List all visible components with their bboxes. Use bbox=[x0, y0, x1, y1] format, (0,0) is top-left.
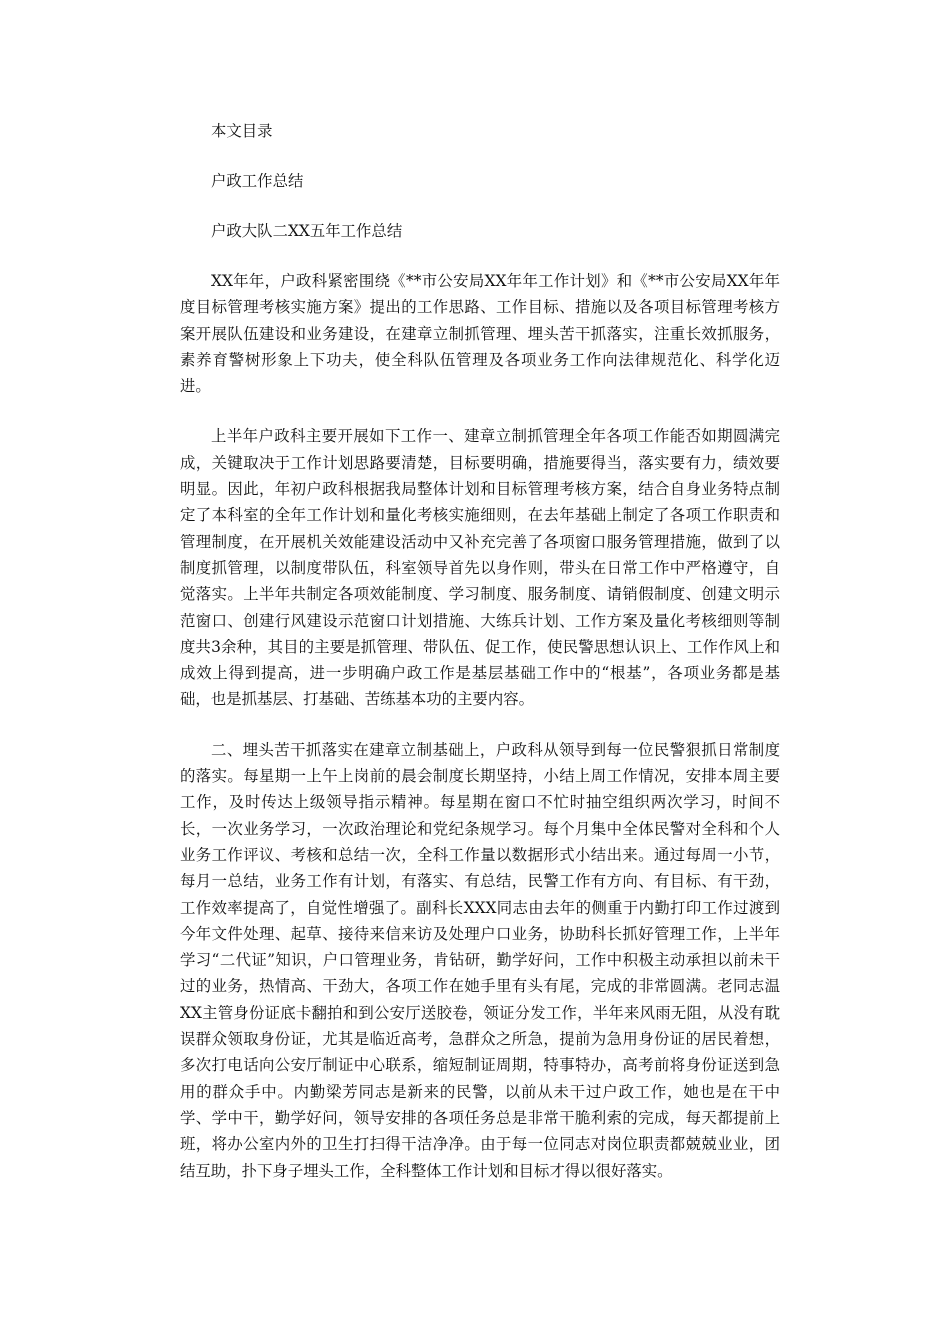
paragraph: XX年年，户政科紧密围绕《**市公安局XX年年工作计划》和《**市公安局XX年年度目标管理考核实施方案》提出的工作思路、工作目标、措施以及各项目标管理考核方案开展队伍建设和业务建设，在建章立制抓管理、埋头苦干抓落实，注重长效抓服务，素养育警树形象上下功夫，使全科队伍管理及各项业务工作向法律规范化、科学化迈进。 bbox=[180, 272, 780, 396]
toc-item: 户政工作总结 bbox=[211, 172, 304, 190]
document-body bbox=[180, 118, 780, 1208]
toc-item: 户政大队二XX五年工作总结 bbox=[211, 222, 403, 240]
paragraph: 二、埋头苦干抓落实在建章立制基础上，户政科从领导到每一位民警狠抓日常制度的落实。每星期一上午上岗前的晨会制度长期坚持，小结上周工作情况，安排本周主要工作，及时传达上级领导指示精神。每星期在窗口不忙时抽空组织两次学习，时间不长，一次业务学习，一次政治理论和党纪条规学习。每个月集中全体民警对全科和个人业务工作评议、考核和总结一次，全科工作量以数据形式小结出来。通过每周一小节，每月一总结，业务工作有计划，有落实、有总结，民警工作有方向、有目标、有干劲，工作效率提高了，自觉性增强了。副科长XXX同志由去年的侧重于内勤打印工作过渡到今年文件处理、起草、接待来信来访及处理户口业务，协助科长抓好管理工作，上半年学习“二代证”知识，户口管理业务，肯钻研，勤学好问，工作中积极主动承担以前未干过的业务，热情高、干劲大，各项工作在她手里有头有尾，完成的非常圆满。老同志温XX主管身份证底卡翻拍和到公安厅送胶卷，领证分发工作，半年来风雨无阻，从没有耽误群众领取身份证，尤其是临近高考，急群众之所急，提前为急用身份证的居民着想，多次打电话向公安厅制证中心联系，缩短制证周期，特事特办，高考前将身份证送到急用的群众手中。内勤梁芳同志是新来的民警，以前从未干过户政工作，她也是在干中学、学中干，勤学好问，领导安排的各项任务总是非常干脆利索的完成，每天都提前上班，将办公室内外的卫生打扫得干洁净净。由于每一位同志对岗位职责都兢兢业业，团结互助，扑下身子埋头工作，全科整体工作计划和目标才得以很好落实。 bbox=[180, 740, 780, 1180]
toc-title: 本文目录 bbox=[211, 122, 273, 140]
paragraph: 上半年户政科主要开展如下工作一、建章立制抓管理全年各项工作能否如期圆满完成，关键取决于工作计划思路要清楚，目标要明确，措施要得当，落实要有力，绩效要明显。因此，年初户政科根据我局整体计划和目标管理考核方案，结合自身业务特点制定了本科室的全年工作计划和量化考核实施细则，在去年基础上制定了各项工作职责和管理制度，在开展机关效能建设活动中又补充完善了各项窗口服务管理措施，做到了以制度抓管理，以制度带队伍，科室领导首先以身作则，带头在日常工作中严格遵守，自觉落实。上半年共制定各项效能制度、学习制度、服务制度、请销假制度、创建文明示范窗口、创建行风建设示范窗口计划措施、大练兵计划、工作方案及量化考核细则等制度共3余种，其目的主要是抓管理、带队伍、促工作，使民警思想认识上、工作作风上和成效上得到提高，进一步明确户政工作是基层基础工作中的“根基”，各项业务都是基础，也是抓基层、打基础、苦练基本功的主要内容。 bbox=[180, 427, 780, 709]
